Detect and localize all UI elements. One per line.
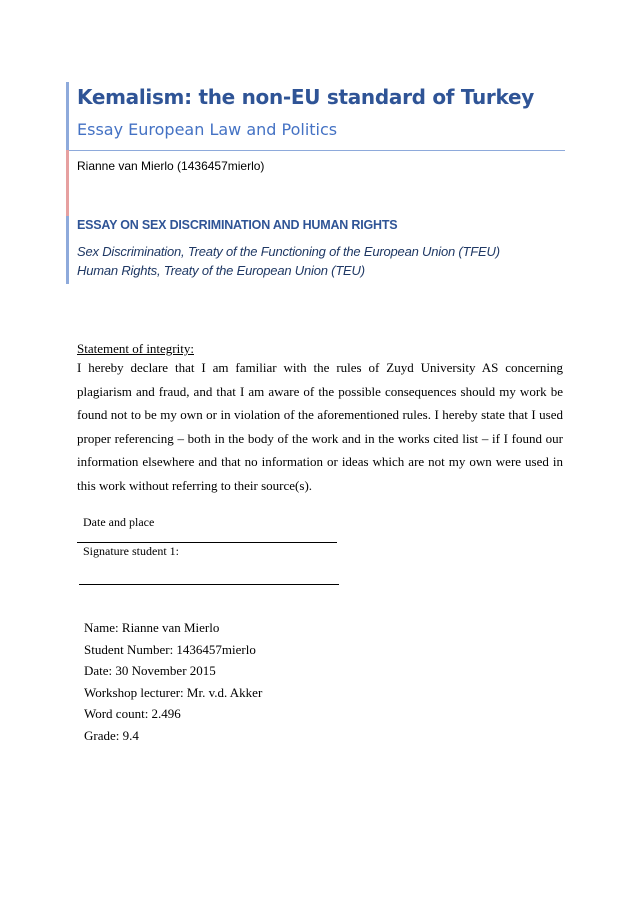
document-title: Kemalism: the non-EU standard of Turkey [77, 85, 534, 109]
info-student-number: Student Number: 1436457mierlo [84, 641, 256, 657]
info-date: Date: 30 November 2015 [84, 663, 216, 678]
integrity-statement: I hereby declare that I am familiar with the rules of Zuyd University AS concerning plagiarism and fraud, and that I am aware of the possible consequences should my work be found not to be my own or in violation of the aforementioned rules. I hereby state that I used proper referencing – both in the body of the work and in the works cited list – if I found our information elsewhere and that no information or ideas which are not my own were used in this work without referring to their source(s). [77, 360, 563, 493]
date-place-label: Date and place [83, 515, 155, 529]
info-grade: Grade: 9.4 [84, 727, 139, 743]
info-name: Name: Rianne van Mierlo [84, 620, 220, 635]
signature-line [79, 584, 339, 585]
student-info [84, 617, 262, 746]
essay-heading: ESSAY ON SEX DISCRIMINATION AND HUMAN RIGHTS [77, 218, 398, 232]
title-accent-bar [66, 82, 69, 150]
signature-student-label: Signature student 1: [83, 544, 179, 558]
document-subtitle: Essay European Law and Politics [77, 120, 338, 139]
integrity-label: Statement of integrity: [77, 341, 194, 356]
info-lecturer: Workshop lecturer: Mr. v.d. Akker [84, 684, 263, 700]
info-word-count: Word count: 2.496 [84, 706, 181, 721]
essay-topic-2: Human Rights, Treaty of the European Union (TEU) [77, 263, 365, 278]
author-line: Rianne van Mierlo (1436457mierlo) [77, 159, 265, 173]
essay-accent-bar [66, 216, 69, 284]
date-place-line [77, 542, 337, 543]
title-divider [69, 150, 565, 151]
essay-topic-1: Sex Discrimination, Treaty of the Functioning of the European Union (TFEU) [77, 244, 500, 259]
author-accent-bar [66, 150, 69, 216]
